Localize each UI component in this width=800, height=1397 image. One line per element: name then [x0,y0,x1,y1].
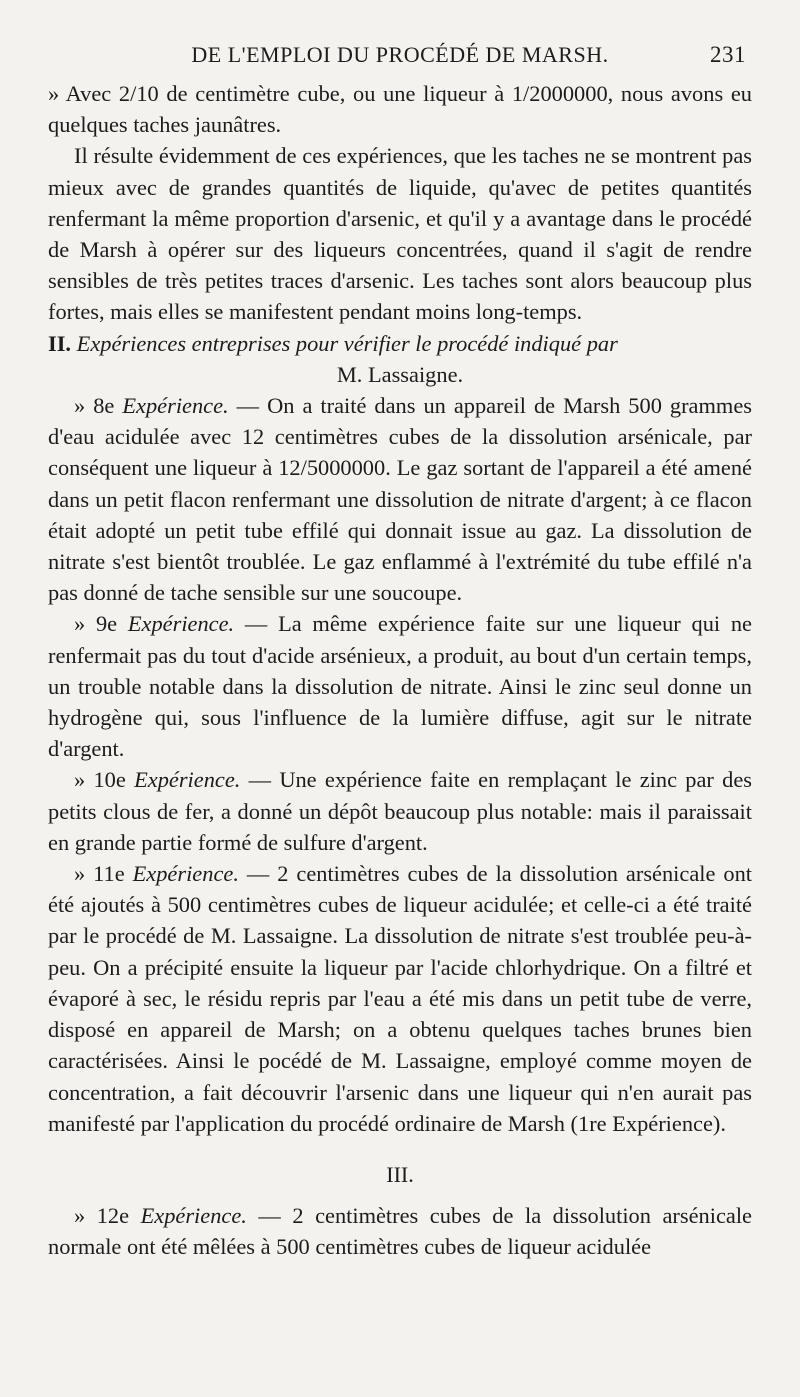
experiment-11 [48,858,752,1139]
running-head [48,42,752,68]
experiment-10-label: Expérience. [134,767,241,793]
experiment-9-text: — La même expérience faite sur une liqueur qui ne renfermait pas du tout d'acide arsénieux, a produit, au bout d'un certain temps, un trouble notable dans la dissolution de nitrate. Ainsi le zinc seul donne un hydrogène qui, sous l'influence de la lumière diffuse, agit sur le nitrate d'argent. [48,611,752,762]
section-heading-2 [48,328,752,390]
body-text [48,78,752,1263]
experiment-11-number: » 11e [74,861,125,887]
section-title-line-2: M. Lassaigne. [336,361,464,387]
experiment-12-text: — 2 centimètres cubes de la dissolution arsénicale normale ont été mêlées à 500 centimètres cubes de liqueur acidulée [48,1203,752,1260]
section-heading-3: III. [386,1161,414,1187]
experiment-9 [48,608,752,764]
paragraph-2: Il résulte évidemment de ces expériences, que les taches ne se montrent pas mieux avec de grandes quantités de liquide, qu'avec de petites quantités renfermant la même proportion d'arsenic, et qu'il y a avantage dans le procédé de Marsh à opérer sur des liqueurs concentrées, quand il s'agit de rendre sensibles de très petites traces d'arsenic. Les taches sont alors beaucoup plus fortes, mais elles se manifestent pendant moins long-temps. [48,143,752,325]
experiment-9-label: Expérience. [127,611,235,637]
experiment-8 [48,390,752,608]
experiment-11-label: Expérience. [132,861,239,887]
experiment-12 [48,1200,752,1262]
experiment-8-label: Expérience. [122,393,229,419]
section-number-2: II. [48,330,72,356]
experiment-8-number: » 8e [74,393,115,419]
page-number: 231 [710,42,746,67]
experiment-8-text: — On a traité dans un appareil de Marsh 500 grammes d'eau acidulée avec 12 centimètres cubes de la dissolution arsénicale, par conséquent une liqueur à 12/5000000. Le gaz sortant de l'appareil a été amené dans un petit flacon renfermant une dissolution de nitrate d'argent; à ce flacon était adopté un petit tube effilé qui donnait issue au gaz. La dissolution de nitrate s'est bientôt troublée. Le gaz enflammé à l'extrémité du tube effilé n'a pas donné de tache sensible sur une soucoupe. [48,393,752,606]
experiment-10-number: » 10e [74,767,126,793]
experiment-10 [48,764,752,858]
experiment-9-number: » 9e [74,611,118,637]
experiment-12-label: Expérience. [140,1203,247,1229]
experiment-11-text: — 2 centimètres cubes de la dissolution arsénicale ont été ajoutés à 500 centimètres cubes de liqueur acidulée; et celle-ci a été traité par le procédé de M. Lassaigne. La dissolution de nitrate s'est troublée peu-à-peu. On a précipité ensuite la liqueur par l'acide chlorhydrique. On a filtré et évaporé à sec, le résidu repris par l'eau a été mis dans un petit tube de verre, disposé en appareil de Marsh; on a obtenu quelques taches brunes bien caractérisées. Ainsi le pocédé de M. Lassaigne, employé comme moyen de concentration, a fait découvrir l'arsenic dans une liqueur qui n'en aurait pas manifesté par l'application du procédé ordinaire de Marsh (1re Expérience). [48,861,752,1136]
running-head-title: DE L'EMPLOI DU PROCÉDÉ DE MARSH. [191,42,609,67]
experiment-10-text: — Une expérience faite en remplaçant le zinc par des petits clous de fer, a donné un dépôt beaucoup plus notable: mais il paraissait en grande partie formé de sulfure d'argent. [48,767,752,855]
section-title-line-1: Expériences entreprises pour vérifier le procédé indiqué par [76,330,618,356]
experiment-12-number: » 12e [74,1203,130,1229]
paragraph-1: » Avec 2/10 de centimètre cube, ou une liqueur à 1/2000000, nous avons eu quelques taches jaunâtres. [48,81,752,138]
